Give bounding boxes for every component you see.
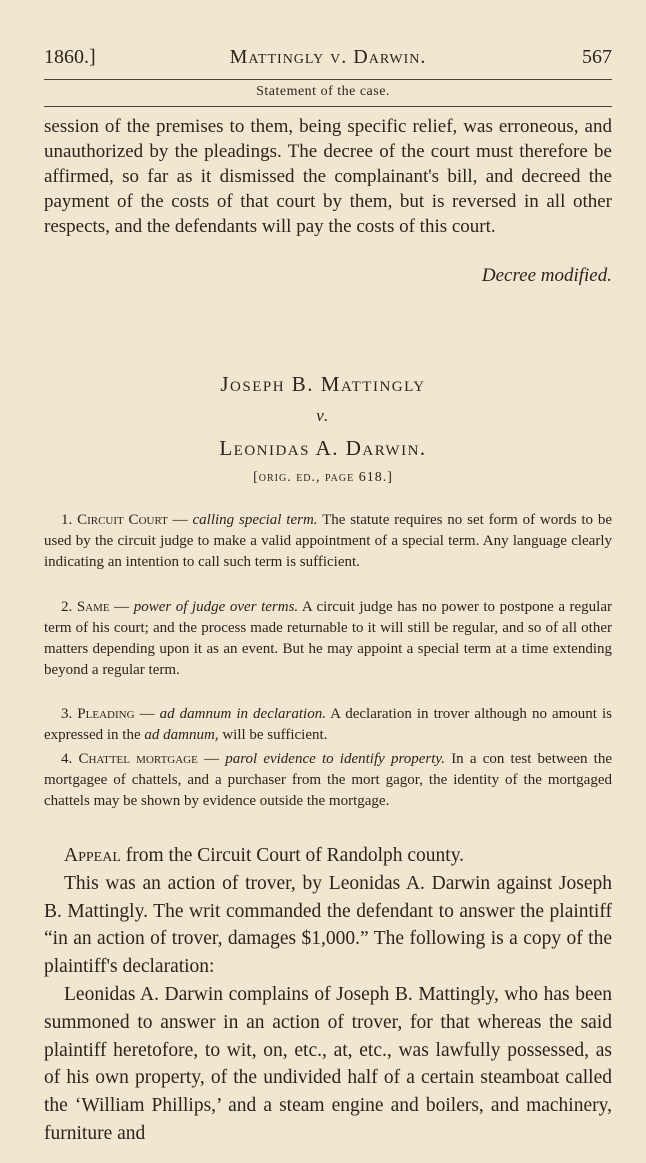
statement-paragraph-2: Leonidas A. Darwin complains of Joseph B. Mattingly, who has been summoned to answer in an action of trover, for that whereas the said plaintiff heretofore, to wit, on, etc., at, etc., was lawfully possessed, as of his own property, of the undivided half of a certain steamboat called the ‘William Phillips,’ and a steam engine and boilers, and machinery, furniture and: [44, 983, 612, 1144]
header-year: 1860.]: [44, 46, 96, 68]
headnote-3: 3. Pleading — ad damnum in declaration. A declaration in trover although no amount is expressed in the ad damnum, will be sufficient.: [44, 706, 613, 743]
headnote-number: 2.: [61, 599, 73, 615]
decree-line: Decree modified.: [481, 265, 612, 286]
headnote-topic: calling special term.: [192, 512, 318, 528]
headnote-number: 4.: [61, 751, 73, 767]
case-versus: v.: [316, 406, 330, 425]
headnote-topic: power of judge over terms.: [133, 599, 299, 615]
case-party-1: Joseph B. Mattingly: [220, 372, 426, 396]
case-party-2: Leonidas A. Darwin.: [219, 436, 427, 460]
headnote-text: In a con test between the mortgagee of chattels, and a purchaser from the mort gagor, the identity of the mortgaged chattels may be shown by evidence outside the mortgage.: [44, 751, 613, 809]
headnote-4: 4. Chattel mortgage — parol evidence to identify property. In a con test between the mortgagee of chattels, and a purchaser from the mort gagor, the identity of the mortgaged chattels may be shown by evidence outside the mortgage.: [44, 751, 613, 809]
headnote-text: A declaration in trover although no amount is expressed in the: [44, 706, 613, 743]
statement-paragraph-1: This was an action of trover, by Leonidas A. Darwin against Joseph B. Mattingly. The writ commanded the defendant to answer the plaintiff “in an action of trover, damages $1,000.” The following is a copy of the plaintiff's declaration:: [44, 872, 612, 978]
headnote-text: The statute requires no set form of words to be used by the circuit judge to make a valid appointment of a special term. Any language clearly indicating an intention to call such term is sufficient.: [44, 512, 613, 570]
headnote-number: 3.: [61, 706, 73, 722]
headnote-topic: parol evidence to identify property.: [225, 751, 445, 767]
subheader-rule: [44, 106, 612, 107]
headnote-2: 2. Same — power of judge over terms. A circuit judge has no power to postpone a regular term of his court; and the process made returnable to it will still be regular, and so of all other matters depending upon it as an event. But he may appoint a special term at a time extending beyond a regular term.: [44, 599, 613, 678]
running-header: [44, 46, 612, 76]
top-paragraph: session of the premises to them, being specific relief, was erroneous, and unauthorized by the pleadings. The decree of the court must therefore be affirmed, so far as it dismissed the complainant's bill, and decreed the payment of the costs of that court by them, but is reversed in all other respects, and the defendants will pay the costs of this court.: [44, 116, 612, 237]
headnote-text-italic: ad damnum,: [144, 727, 219, 743]
case-statement: [44, 842, 612, 1148]
headnote-label: Pleading: [77, 706, 135, 722]
headnote-label: Chattel mortgage: [78, 751, 198, 767]
headnote-label: Circuit Court: [77, 512, 168, 528]
headnote-topic: ad damnum in declaration.: [159, 706, 326, 722]
headnote-1: 1. Circuit Court — calling special term. The statute requires no set form of words to be used by the circuit judge to make a valid appointment of a special term. Any language clearly indicating an intention to call such term is sufficient.: [44, 512, 613, 570]
appeal-text: from the Circuit Court of Randolph county.: [125, 845, 465, 866]
header-title: Mattingly v. Darwin.: [229, 46, 427, 68]
headnote-text: A circuit judge has no power to postpone a regular term of his court; and the process made returnable to it will still be regular, and so of all other matters depending upon it as an event. But he may appoint a special term at a time extending beyond a regular term.: [44, 599, 613, 678]
subheader: Statement of the case.: [256, 84, 390, 99]
header-rule: [44, 79, 612, 80]
headnote-label: Same: [76, 599, 110, 615]
appeal-label: Appeal: [64, 845, 121, 866]
headnote-text-end: will be sufficient.: [218, 727, 328, 743]
original-edition-ref: [orig. ed., page 618.]: [253, 470, 393, 485]
page-number: 567: [582, 46, 612, 68]
appeal-paragraph: [44, 842, 612, 870]
headnote-number: 1.: [61, 512, 73, 528]
